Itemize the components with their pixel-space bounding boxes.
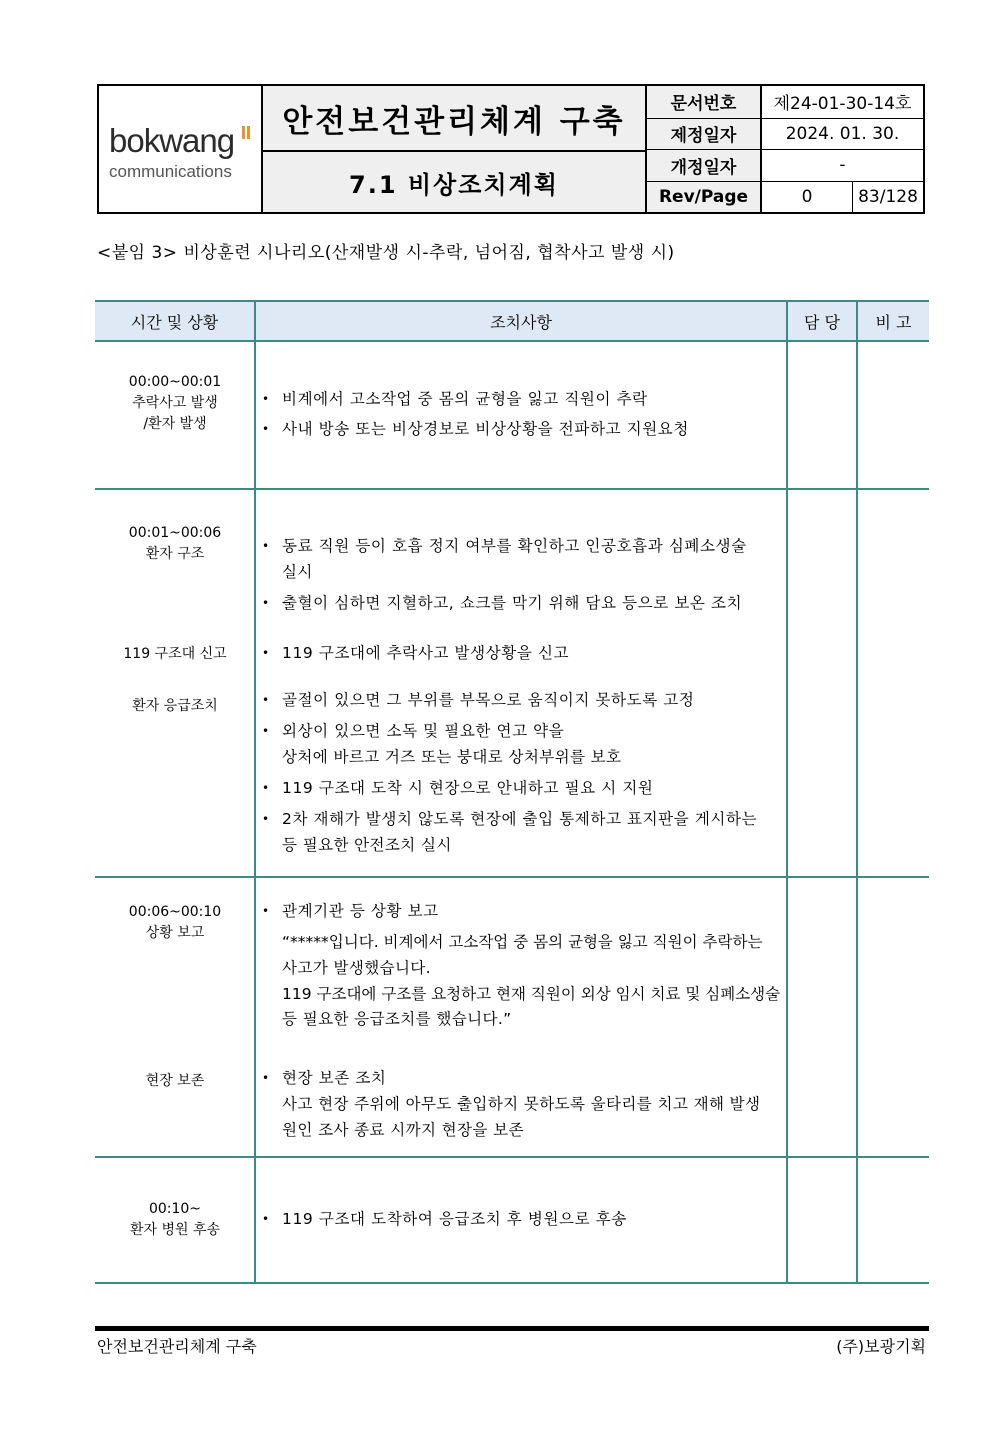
section-title: 7.1 비상조치계획	[263, 152, 647, 212]
bullet-icon: •	[262, 1212, 270, 1226]
col-header-action: 조치사항	[255, 301, 787, 341]
time-cell	[95, 1157, 255, 1283]
situation-label: 119 구조대 신고	[123, 646, 227, 662]
meta-value: 제24-01-30-14호	[773, 94, 912, 115]
note-cell	[857, 877, 929, 1157]
bullet-icon: •	[262, 904, 270, 918]
action-text: 현장 보존 조치	[282, 1069, 387, 1087]
action-text: 119 구조대 도착 시 현장으로 안내하고 필요 시 지원	[282, 779, 654, 797]
situation-label: 상황 보고	[145, 925, 205, 941]
time-range: 00:01~00:06	[128, 525, 222, 541]
action-cell	[255, 341, 787, 489]
list-item	[262, 1206, 778, 1232]
meta-value: -	[839, 155, 846, 176]
document-title: 안전보건관리체계 구축	[263, 86, 647, 152]
meta-row-rev-page	[647, 181, 923, 213]
list-item	[262, 775, 778, 801]
time-label-block	[95, 523, 255, 565]
report-quote-line: 119 구조대에 구조를 요청하고 현재 직원이 외상 임시 치료 및 심폐소생술	[282, 985, 781, 1003]
list-item	[262, 533, 778, 559]
footer-company-name: (주)보광기획	[836, 1337, 926, 1356]
meta-row-revised	[647, 149, 923, 181]
attachment-title: <붙임 3> 비상훈련 시나리오(산재발생 시-추락, 넘어짐, 협착사고 발생 시)	[97, 243, 675, 263]
col-header-note: 비 고	[857, 301, 929, 341]
logo-wordmark: bokwang	[109, 122, 235, 159]
note-cell	[857, 1157, 929, 1283]
situation-label: 환자 병원 후송	[129, 1222, 221, 1238]
meta-row-created	[647, 118, 923, 150]
meta-row-doc-number	[647, 86, 923, 118]
action-text: 출혈이 심하면 지혈하고, 쇼크를 막기 위해 담요 등으로 보온 조치	[282, 594, 743, 612]
list-item-continued: 상처에 바르고 거즈 또는 붕대로 상처부위를 보호	[282, 748, 622, 766]
report-quote-line: 사고가 발생했습니다.	[282, 959, 432, 977]
list-item-continued: 사고 현장 주위에 아무도 출입하지 못하도록 울타리를 치고 재해 발생	[282, 1095, 761, 1113]
bullet-icon: •	[262, 812, 270, 826]
action-text: 비계에서 고소작업 중 몸의 균형을 잃고 직원이 추락	[282, 390, 648, 408]
list-item	[262, 1065, 778, 1091]
bullet-icon: •	[262, 724, 270, 738]
meta-label: Rev/Page	[647, 182, 762, 213]
footer-document-name: 안전보건관리체계 구축	[97, 1337, 257, 1356]
action-cell	[255, 489, 787, 877]
situation-label: 환자 구조	[145, 546, 205, 562]
meta-rev-value: 0	[762, 182, 853, 213]
list-item	[262, 898, 778, 924]
action-text: 사내 방송 또는 비상경보로 비상상황을 전파하고 지원요청	[282, 420, 689, 438]
list-item	[262, 806, 778, 832]
col-header-time: 시간 및 상황	[95, 301, 255, 341]
time-cell	[95, 489, 255, 877]
meta-page-value: 83/128	[858, 186, 918, 207]
meta-value: 2024. 01. 30.	[785, 123, 900, 144]
situation-label: 현장 보존	[145, 1073, 205, 1089]
bullet-icon: •	[262, 539, 270, 553]
time-label-block	[95, 1199, 255, 1241]
meta-label: 문서번호	[647, 86, 762, 118]
col-header-owner: 담 당	[787, 301, 857, 341]
bullet-icon: •	[262, 392, 270, 406]
owner-cell	[787, 1157, 857, 1283]
table-header-row	[95, 301, 929, 341]
meta-label: 개정일자	[647, 150, 762, 181]
table-row	[95, 1157, 929, 1283]
action-text: 골절이 있으면 그 부위를 부목으로 움직이지 못하도록 고정	[282, 691, 695, 709]
time-cell	[95, 877, 255, 1157]
owner-cell	[787, 877, 857, 1157]
table-row	[95, 877, 929, 1157]
time-range: 00:06~00:10	[128, 904, 222, 920]
action-text: 동료 직원 등이 호흡 정지 여부를 확인하고 인공호흡과 심폐소생술	[282, 537, 747, 555]
time-cell	[95, 341, 255, 489]
table-row	[95, 489, 929, 877]
list-item-continued: 원인 조사 종료 시까지 현장을 보존	[282, 1121, 524, 1139]
owner-cell	[787, 489, 857, 877]
time-range: 00:10~	[148, 1201, 202, 1217]
bullet-icon: •	[262, 646, 270, 660]
action-text: 관계기관 등 상황 보고	[282, 902, 439, 920]
time-label-block	[95, 372, 255, 435]
company-logo	[99, 86, 263, 212]
list-item	[262, 718, 778, 744]
action-cell	[255, 1157, 787, 1283]
list-item	[262, 640, 778, 666]
action-text: 119 구조대에 추락사고 발생상황을 신고	[282, 644, 570, 662]
action-cell	[255, 877, 787, 1157]
note-cell	[857, 489, 929, 877]
footer-rule	[95, 1326, 929, 1331]
note-cell	[857, 341, 929, 489]
list-item	[262, 386, 778, 412]
situation-label: 환자 응급조치	[132, 698, 218, 714]
report-quote-line: 등 필요한 응급조치를 했습니다.”	[282, 1010, 512, 1028]
report-quote-line: “*****입니다. 비계에서 고소작업 중 몸의 균형을 잃고 직원이 추락하는	[282, 933, 763, 951]
list-item	[262, 687, 778, 713]
scenario-table	[95, 300, 929, 1284]
bullet-icon: •	[262, 422, 270, 436]
bullet-icon: •	[262, 596, 270, 610]
bullet-icon: •	[262, 781, 270, 795]
list-item	[262, 416, 778, 442]
logo-subtext: communications	[109, 162, 232, 181]
logo-bars-icon	[242, 124, 252, 143]
list-item	[262, 590, 778, 616]
action-text: 외상이 있으면 소독 및 필요한 연고 약을	[282, 722, 565, 740]
document-header	[97, 84, 925, 214]
bullet-icon: •	[262, 693, 270, 707]
table-row	[95, 341, 929, 489]
time-label-block	[95, 902, 255, 944]
meta-label: 제정일자	[647, 119, 762, 150]
time-range: 00:00~00:01	[128, 374, 222, 390]
action-text: 119 구조대 도착하여 응급조치 후 병원으로 후송	[282, 1210, 627, 1228]
situation-label: /환자 발생	[143, 416, 207, 432]
list-item-continued: 실시	[282, 563, 313, 581]
situation-label: 추락사고 발생	[132, 395, 218, 411]
document-meta-table	[647, 86, 923, 212]
bullet-icon: •	[262, 1071, 270, 1085]
action-text: 2차 재해가 발생치 않도록 현장에 출입 통제하고 표지판을 게시하는	[282, 810, 758, 828]
list-item-continued: 등 필요한 안전조치 실시	[282, 836, 452, 854]
owner-cell	[787, 341, 857, 489]
